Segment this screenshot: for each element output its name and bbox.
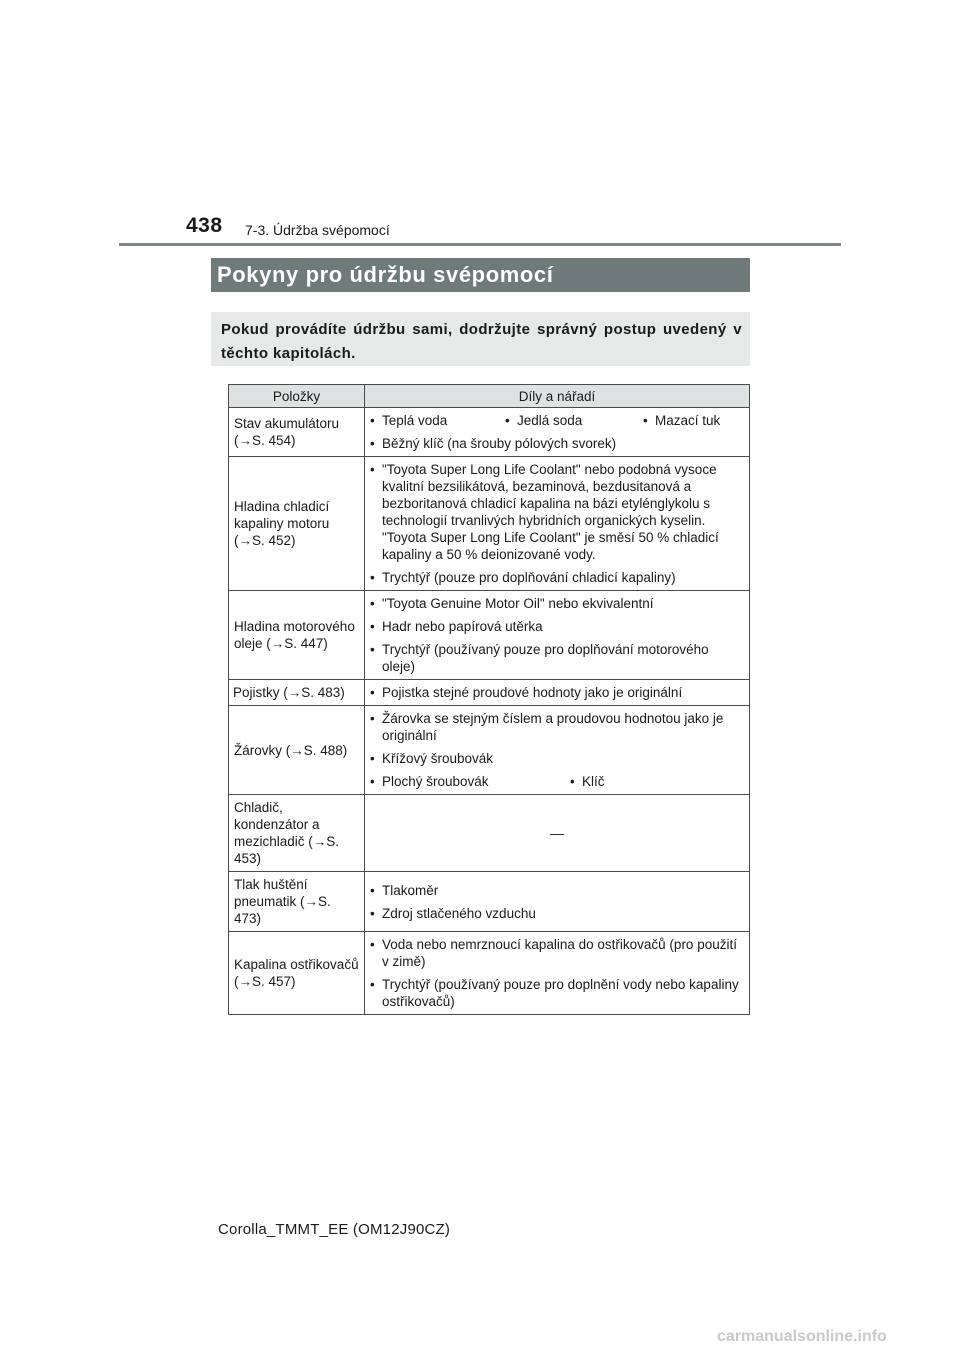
table-row — [229, 932, 750, 1015]
page-number: 438 — [186, 214, 223, 237]
maintenance-table — [228, 384, 750, 1015]
column-header-items: Položky — [229, 385, 365, 408]
parts-cell — [365, 680, 750, 706]
document-footer: Corolla_TMMT_EE (OM12J90CZ) — [218, 1221, 451, 1238]
list-item: • Trychtýř (pouze pro doplňování chladicí kapaliny) — [370, 569, 744, 586]
column-header-parts: Díly a nářadí — [365, 385, 750, 408]
section-reference: 7-3. Údržba svépomocí — [245, 222, 390, 238]
item-cell: Žárovky (→S. 488) — [229, 706, 365, 795]
list-item-text: "Toyota Super Long Life Coolant" nebo podobná vysoce kvalitní bezsilikátová, bezaminová, bezdusitanová a bezboritanová chladicí kapalina na bázi etylénglykolu s technologií trvanlivých hybridních organických kyselin. — [382, 462, 717, 528]
item-cell: Hladina chladicí kapaliny motoru (→S. 452) — [229, 457, 365, 591]
list-item: • Voda nebo nemrznoucí kapalina do ostřikovačů (pro použití v zimě) — [370, 936, 744, 970]
list-item: • Klíč — [570, 773, 605, 790]
list-item: • "Toyota Genuine Motor Oil" nebo ekvivalentní — [370, 595, 744, 612]
intro-text: Pokud provádíte údržbu sami, dodržujte správný postup uvedený v těchto kapitolách. — [221, 321, 742, 362]
coolant-note: "Toyota Super Long Life Coolant" je směsí 50 % chladicí kapaliny a 50 % deionizované vody. — [382, 530, 719, 562]
parts-cell — [365, 795, 750, 872]
list-item: • Běžný klíč (na šrouby pólových svorek) — [370, 435, 744, 452]
table-header-row — [229, 385, 750, 408]
list-item: • Žárovka se stejným číslem a proudovou hodnotou jako je originální — [370, 710, 744, 744]
watermark: carmanualsonline.info — [717, 1328, 887, 1345]
parts-cell — [365, 457, 750, 591]
table-row — [229, 680, 750, 706]
list-item: • Mazací tuk — [643, 412, 720, 429]
item-cell: Chladič, kondenzátor a mezichladič (→S. 453) — [229, 795, 365, 872]
item-cell: Hladina motorového oleje (→S. 447) — [229, 591, 365, 680]
not-applicable-dash: — — [550, 824, 564, 841]
bullet-row — [370, 412, 744, 429]
list-item: • Křížový šroubovák — [370, 750, 744, 767]
parts-cell — [365, 591, 750, 680]
intro-box — [211, 312, 750, 366]
item-cell: Kapalina ostřikovačů (→S. 457) — [229, 932, 365, 1015]
list-item: • Teplá voda — [370, 412, 505, 429]
list-item — [370, 461, 744, 563]
parts-cell — [365, 408, 750, 457]
item-cell: Tlak huštění pneumatik (→S. 473) — [229, 872, 365, 932]
table-row — [229, 706, 750, 795]
item-cell: Stav akumulátoru (→S. 454) — [229, 408, 365, 457]
bullet-row — [370, 773, 744, 790]
list-item: • Hadr nebo papírová utěrka — [370, 618, 744, 635]
page-title: Pokyny pro údržbu svépomocí — [211, 258, 750, 292]
list-item: • Plochý šroubovák — [370, 773, 570, 790]
parts-cell — [365, 932, 750, 1015]
table-row — [229, 795, 750, 872]
list-item: • Pojistka stejné proudové hodnoty jako je originální — [370, 684, 744, 701]
list-item: • Jedlá soda — [505, 412, 643, 429]
list-item: • Trychtýř (používaný pouze pro doplnění vody nebo kapaliny ostřikovačů) — [370, 976, 744, 1010]
list-item: • Zdroj stlačeného vzduchu — [370, 905, 744, 922]
table-row — [229, 591, 750, 680]
table-row — [229, 457, 750, 591]
table-row — [229, 872, 750, 932]
parts-cell — [365, 706, 750, 795]
item-cell: Pojistky (→S. 483) — [229, 680, 365, 706]
table-row — [229, 408, 750, 457]
header-divider — [119, 243, 841, 246]
list-item: • Trychtýř (používaný pouze pro doplňování motorového oleje) — [370, 641, 744, 675]
list-item: • Tlakoměr — [370, 882, 744, 899]
parts-cell — [365, 872, 750, 932]
